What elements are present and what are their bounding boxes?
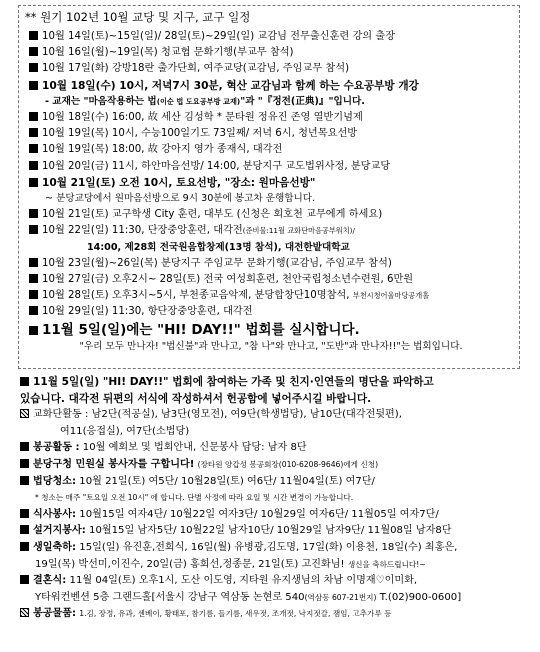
dish-service: 설거지봉사: 10월15일 남자5단/ 10월22일 남자10단/ 10월29일 남자9단/ 11월08일 남자8단 (20, 523, 524, 540)
wedding-notice: 결혼식: 11월 04일(토) 오후1시, 도산 이도영, 지타원 유지생님의 차남 이명재♡이미화, (20, 573, 524, 590)
schedule-item: 10월 18일(수) 16:00, 故 세산 김성학 * 문타원 정유진 존영 열반기념제 (29, 110, 513, 126)
hatched-bullet-icon (20, 608, 29, 617)
schedule-item: 10월 16일(월)~19일(목) 청교협 문화기행(부교무 참석) (29, 45, 513, 61)
square-bullet-icon (29, 144, 38, 153)
schedule-item: 10월 28일(토) 오후3시~5시, 부천종교음악제, 분당합창단10명참석, 부천시청어울마당공개홀 (29, 288, 513, 304)
birthday-greetings-cont: 19일(목) 박선미,이진수, 20일(금) 홍희선,정종문, 21일(토) 고진화님! 생신을 축하드립니다!~ (35, 558, 426, 570)
notice-line: 있습니다. 대각전 뒤편의 서식에 작성하셔서 헌공함에 넣어주시길 바랍니다. (20, 392, 372, 405)
schedule-item: 10월 29일(일) 11:30, 항단장중앙훈련, 대각전 (29, 304, 513, 320)
schedule-item: 10월 19일(목) 18:00, 故 강아지 영가 종재식, 대각전 (29, 142, 513, 158)
square-bullet-icon (29, 274, 38, 283)
square-bullet-icon (29, 326, 38, 335)
donation-goods: 봉공물품: 1.김, 장정, 유과, 센베이, 황태포, 참기름, 들기름, 새우젓, 조개젓, 낙지젓갈, 잼임, 고추가루 등 (20, 606, 524, 623)
hiday-quote: "우리 모두 만나자! "법신불"과 만나고, "참 나"와 만나고, "도반"과 만나자!!"는 법회입니다. (79, 340, 463, 352)
schedule-heading: ** 원기 102년 10월 교당 및 지구, 교구 일정 (25, 10, 251, 24)
teaching-activity: 교화단활동 : 남2단(적공실), 남3단(영모전), 여9단(학생법당), 남10단(대각전뒷편), (20, 407, 524, 424)
schedule-item: 10월 21일(토) 오전 10시, 토요선방, "장소: 원마음선방" (29, 175, 513, 191)
square-bullet-icon (29, 161, 38, 170)
birthday-greetings: 생일축하: 15일(일) 유진훈,전희식, 16일(월) 유병광,김도명, 17일(화) 이용천, 18일(수) 최홍은, (20, 540, 524, 557)
hatched-bullet-icon (20, 409, 29, 418)
volunteer-request: 분당구청 민원실 봉사자를 구합니다! (장타원 양갑성 봉공회장(010-6208-9646)에게 신청) (20, 457, 524, 474)
square-bullet-icon (29, 47, 38, 56)
square-bullet-icon (29, 81, 38, 90)
square-bullet-icon (20, 442, 29, 451)
cleaning-note: * 청소는 매주 "토요일 오전 10시" 에 합니다. 단별 사정에 따라 요일 및 시간 변경이 가능합니다. (35, 493, 354, 503)
schedule-item: 10월 17일(화) 강방18란 출가단회, 여주교당(교감님, 주임교무 참석) (29, 61, 513, 77)
square-bullet-icon (29, 63, 38, 72)
teaching-activity-cont: 여11(응접실), 여7단(소법당) (60, 425, 190, 437)
service-activity: 봉공활동 : 10월 예회보 및 법회안내, 신문봉사 담당: 남자 8단 (20, 440, 524, 457)
schedule-subnote: - 교재는 "마음작용하는 법(이순 법 도요공부방 교재)"과 "『정전(正典)』"입니다. (45, 95, 365, 107)
cleaning-schedule: 법당청소: 10월 21일(토) 여5단/ 10월28일(토) 여6단/ 11월04일(토) 여7단/ (20, 474, 524, 491)
notices-section (20, 374, 524, 623)
square-bullet-icon (20, 509, 29, 518)
schedule-item: 10월 18일(수) 10시, 저녁7시 30분, 혁산 교감님과 함께 하는 수요공부방 개강 (29, 78, 513, 94)
schedule-item: 10월 27일(금) 오후2시~ 28일(토) 전국 여성회훈련, 천안국립청소년수련원, 6만원 (29, 272, 513, 288)
schedule-box (18, 5, 520, 369)
square-bullet-icon (29, 31, 38, 40)
schedule-item: 10월 14일(토)~15일(일)/ 28일(토)~29일(일) 교감님 전무출신훈련 강의 출장 (29, 29, 513, 45)
meal-service: 식사봉사: 10월15일 여자4단/ 10월22일 여자3단/ 10월29일 여자6단/ 11월05일 여자7단/ (20, 507, 524, 524)
schedule-item: 10월 21일(토) 교구학생 City 훈련, 대부도 (신청은 회호천 교무에게 하세요) (29, 207, 513, 223)
square-bullet-icon (29, 225, 38, 234)
schedule-item: 10월 19일(목) 10시, 수능100일기도 73일째/ 저녁 6시, 청년목요선방 (29, 126, 513, 142)
square-bullet-icon (29, 290, 38, 299)
square-bullet-icon (20, 476, 29, 485)
square-bullet-icon (29, 178, 38, 187)
notice-line: 11월 5일(일) "HI! DAY!!" 법회에 참여하는 가족 및 친지·인연들의 명단을 파악하고 (20, 374, 524, 391)
schedule-subnote: ~ 분당교당에서 원마음선방으로 9시 30분에 봉고차 운행합니다. (45, 193, 316, 205)
square-bullet-icon (29, 258, 38, 267)
hiday-announcement: 11월 5일(일)에는 "HI! DAY!!" 법회를 실시합니다. (29, 321, 513, 339)
square-bullet-icon (20, 377, 29, 386)
square-bullet-icon (20, 459, 29, 468)
square-bullet-icon (29, 112, 38, 121)
square-bullet-icon (20, 575, 29, 584)
schedule-item: 10월 23일(월)~26일(목) 분당지구 주임교무 문화기행(교감님, 주임교무 참석) (29, 256, 513, 272)
wedding-notice-cont: Y타워컨벤션 5층 그랜드홀[서울시 강남구 역삼동 논현로 540(역삼동 607-21번지) T.(02)900-0600] (35, 591, 462, 603)
square-bullet-icon (20, 542, 29, 551)
square-bullet-icon (29, 209, 38, 218)
square-bullet-icon (29, 306, 38, 315)
schedule-item: 10월 20일(금) 11시, 하안마음선방/ 14:00, 분당지구 교도법위사정, 분당교당 (29, 159, 513, 175)
schedule-subnote: 14:00, 제28회 전국원음합창제(13명 참석), 대전한밭대학교 (87, 241, 350, 253)
schedule-item: 10월 22일(일) 11:30, 단장중앙훈련, 대각전(준비물:11월 교화단마음공부워치)/ (29, 223, 513, 239)
square-bullet-icon (20, 525, 29, 534)
square-bullet-icon (29, 128, 38, 137)
